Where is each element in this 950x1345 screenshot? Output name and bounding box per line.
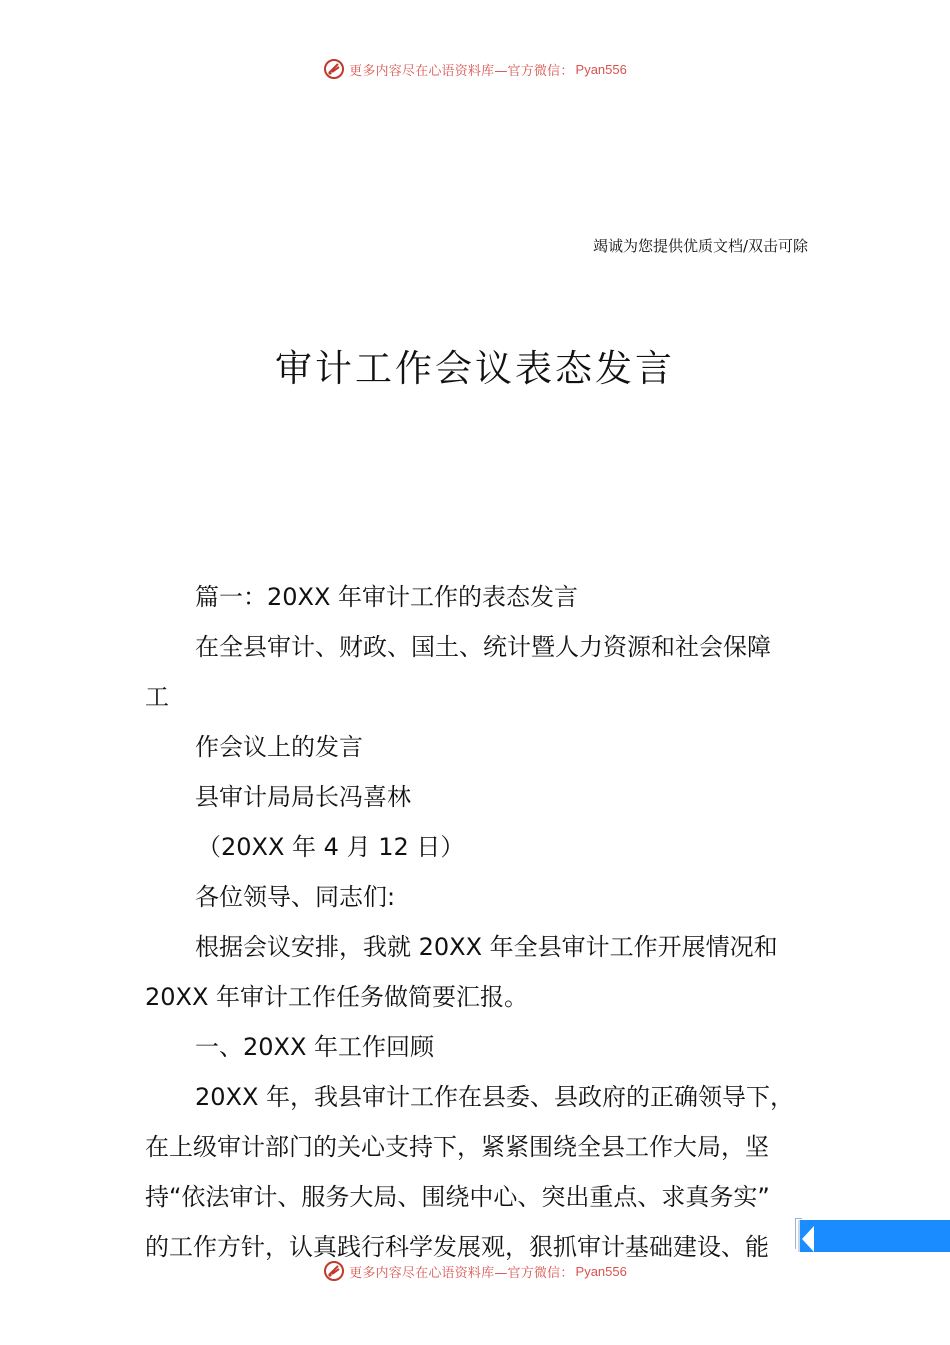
watermark-text: 更多内容尽在心语资料库—官方微信：: [349, 63, 574, 79]
paragraph-line: 在全县审计、财政、国土、统计暨人力资源和社会保障: [195, 633, 771, 661]
document-body: [145, 572, 810, 1272]
paragraph-line: 工: [145, 683, 169, 711]
date-line: （20XX 年 4 月 12 日）: [197, 833, 465, 861]
document-title: 审计工作会议表态发言: [275, 347, 675, 390]
document-tagline: 竭诚为您提供优质文档/双击可除: [592, 237, 808, 255]
section-heading: 一、20XX 年工作回顾: [195, 1033, 435, 1061]
paragraph-line: 在上级审计部门的关心支持下，紧紧围绕全县工作大局，坚: [145, 1133, 769, 1161]
watermark-wechat-id: Pyan556: [575, 1263, 627, 1279]
logo-icon: [323, 1260, 345, 1282]
watermark-wechat-id: Pyan556: [575, 61, 627, 77]
paragraph-line: 的工作方针，认真践行科学发展观，狠抓审计基础建设、能: [145, 1233, 769, 1261]
speaker-line: 县审计局局长冯喜林: [195, 783, 411, 811]
salutation-line: 各位领导、同志们:: [195, 883, 396, 911]
header-watermark: [0, 56, 950, 82]
side-tab-arrow-icon: [802, 1226, 814, 1252]
floating-side-tab[interactable]: [800, 1220, 950, 1252]
paragraph-line: 作会议上的发言: [195, 733, 363, 761]
paragraph-line: 20XX 年，我县审计工作在县委、县政府的正确领导下，: [195, 1083, 795, 1111]
paragraph-line: 20XX 年审计工作任务做简要汇报。: [145, 983, 529, 1011]
section-heading: 篇一：20XX 年审计工作的表态发言: [195, 583, 579, 611]
footer-watermark: [0, 1258, 950, 1284]
logo-icon: [323, 58, 345, 80]
watermark-text: 更多内容尽在心语资料库—官方微信：: [349, 1265, 574, 1281]
paragraph-line: 持“依法审计、服务大局、围绕中心、突出重点、求真务实”: [145, 1183, 770, 1211]
paragraph-line: 根据会议安排，我就 20XX 年全县审计工作开展情况和: [195, 933, 778, 961]
